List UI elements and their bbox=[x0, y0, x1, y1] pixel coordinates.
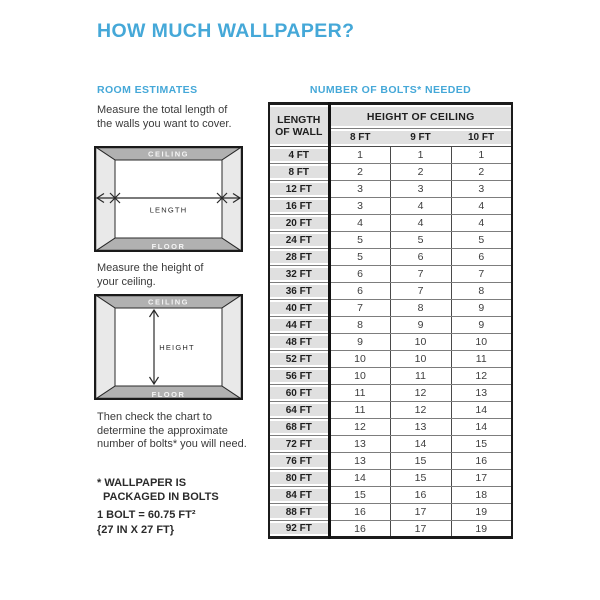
bolt-count-cell: 11 bbox=[390, 368, 451, 385]
bolt-count-cell: 9 bbox=[329, 334, 390, 351]
table-row bbox=[269, 164, 512, 181]
ceiling-label: CEILING bbox=[148, 297, 189, 307]
table-row bbox=[269, 283, 512, 300]
wall-length-cell: 32 FT bbox=[269, 266, 329, 283]
instruction-measure-length bbox=[97, 104, 232, 131]
wall-length-cell: 60 FT bbox=[269, 385, 329, 402]
bolt-count-cell: 11 bbox=[329, 402, 390, 419]
wall-length-cell: 8 FT bbox=[269, 164, 329, 181]
left-wall-surface bbox=[94, 294, 115, 400]
wall-length-cell: 76 FT bbox=[269, 453, 329, 470]
bolt-count-cell: 10 bbox=[329, 351, 390, 368]
table-row bbox=[269, 198, 512, 215]
bolts-needed-heading: NUMBER OF BOLTS* NEEDED bbox=[309, 84, 472, 96]
table-row bbox=[269, 504, 512, 521]
bolt-count-cell: 6 bbox=[390, 249, 451, 266]
table-row bbox=[269, 487, 512, 504]
table-row bbox=[269, 334, 512, 351]
bolt-count-cell: 15 bbox=[451, 436, 512, 453]
bolt-count-cell: 16 bbox=[451, 453, 512, 470]
bolt-count-cell: 13 bbox=[451, 385, 512, 402]
table-row bbox=[269, 453, 512, 470]
bolt-count-cell: 3 bbox=[329, 198, 390, 215]
wall-length-cell: 68 FT bbox=[269, 419, 329, 436]
ceiling-9ft-header: 9 FT bbox=[390, 129, 451, 147]
table-row bbox=[269, 181, 512, 198]
bolt-count-cell: 17 bbox=[451, 470, 512, 487]
right-wall-surface bbox=[222, 146, 243, 252]
bolt-count-cell: 13 bbox=[329, 436, 390, 453]
bolt-count-cell: 15 bbox=[390, 453, 451, 470]
wall-length-cell: 84 FT bbox=[269, 487, 329, 504]
bolt-count-cell: 3 bbox=[329, 181, 390, 198]
footnote-line: PACKAGED IN BOLTS bbox=[103, 491, 219, 503]
bolt-count-cell: 9 bbox=[451, 317, 512, 334]
bolt-count-cell: 4 bbox=[390, 198, 451, 215]
bolt-count-cell: 6 bbox=[451, 249, 512, 266]
table-row bbox=[269, 215, 512, 232]
wall-length-cell: 72 FT bbox=[269, 436, 329, 453]
left-wall-surface bbox=[94, 146, 115, 252]
bolts-footnote bbox=[97, 476, 219, 504]
bolt-count-cell: 12 bbox=[451, 368, 512, 385]
wall-length-cell: 44 FT bbox=[269, 317, 329, 334]
table-row bbox=[269, 266, 512, 283]
table-row bbox=[269, 317, 512, 334]
bolt-count-cell: 11 bbox=[329, 385, 390, 402]
bolt-size-definition bbox=[97, 508, 196, 538]
wall-length-cell: 52 FT bbox=[269, 351, 329, 368]
table-row bbox=[269, 368, 512, 385]
wall-length-cell: 92 FT bbox=[269, 521, 329, 538]
bolt-count-cell: 1 bbox=[390, 147, 451, 164]
instruction-line: determine the approximate bbox=[97, 424, 228, 437]
bolt-count-cell: 16 bbox=[329, 521, 390, 538]
bolt-count-cell: 19 bbox=[451, 521, 512, 538]
header-line: OF WALL bbox=[275, 125, 323, 138]
bolt-count-cell: 7 bbox=[390, 266, 451, 283]
table-row bbox=[269, 249, 512, 266]
table-row bbox=[269, 351, 512, 368]
bolt-count-cell: 2 bbox=[390, 164, 451, 181]
bolt-count-cell: 15 bbox=[390, 470, 451, 487]
wall-length-cell: 20 FT bbox=[269, 215, 329, 232]
table-row bbox=[269, 402, 512, 419]
bolt-count-cell: 2 bbox=[329, 164, 390, 181]
instruction-line: Measure the height of bbox=[97, 262, 204, 274]
bolt-count-cell: 11 bbox=[451, 351, 512, 368]
table-row bbox=[269, 470, 512, 487]
length-measure-label: LENGTH bbox=[149, 205, 188, 215]
table-row bbox=[269, 436, 512, 453]
bolt-count-cell: 7 bbox=[329, 300, 390, 317]
table-row bbox=[269, 300, 512, 317]
bolt-count-cell: 15 bbox=[329, 487, 390, 504]
bolt-count-cell: 13 bbox=[390, 419, 451, 436]
wall-length-cell: 28 FT bbox=[269, 249, 329, 266]
bolt-count-cell: 3 bbox=[390, 181, 451, 198]
table-row bbox=[269, 385, 512, 402]
bolt-count-cell: 10 bbox=[451, 334, 512, 351]
bolt-count-cell: 4 bbox=[451, 198, 512, 215]
bolt-count-cell: 9 bbox=[451, 300, 512, 317]
table-row bbox=[269, 419, 512, 436]
bolt-count-cell: 2 bbox=[451, 164, 512, 181]
bolt-count-cell: 13 bbox=[329, 453, 390, 470]
instruction-check-chart bbox=[97, 411, 247, 452]
wall-length-cell: 48 FT bbox=[269, 334, 329, 351]
ceiling-8ft-header: 8 FT bbox=[329, 129, 390, 147]
bolt-count-cell: 8 bbox=[390, 300, 451, 317]
bolt-count-cell: 19 bbox=[451, 504, 512, 521]
footnote-line: * WALLPAPER IS bbox=[97, 477, 187, 489]
bolt-definition-line: {27 IN X 27 FT} bbox=[97, 524, 175, 536]
bolt-count-cell: 5 bbox=[451, 232, 512, 249]
bolt-count-cell: 6 bbox=[329, 283, 390, 300]
bolt-count-cell: 4 bbox=[451, 215, 512, 232]
bolt-count-cell: 1 bbox=[329, 147, 390, 164]
bolts-needed-table bbox=[268, 102, 513, 539]
wall-length-cell: 80 FT bbox=[269, 470, 329, 487]
bolt-count-cell: 12 bbox=[329, 419, 390, 436]
bolt-count-cell: 18 bbox=[451, 487, 512, 504]
wall-length-cell: 88 FT bbox=[269, 504, 329, 521]
wall-length-cell: 12 FT bbox=[269, 181, 329, 198]
bolt-count-cell: 17 bbox=[390, 521, 451, 538]
instruction-line: number of bolts* you will need. bbox=[97, 438, 247, 450]
bolt-count-cell: 7 bbox=[451, 266, 512, 283]
bolts-table-body bbox=[269, 147, 512, 538]
table-row bbox=[269, 521, 512, 538]
room-length-diagram bbox=[94, 146, 243, 252]
page-title: HOW MUCH WALLPAPER? bbox=[97, 20, 355, 42]
header-line: LENGTH bbox=[277, 113, 321, 126]
bolt-count-cell: 4 bbox=[329, 215, 390, 232]
wall-length-cell: 56 FT bbox=[269, 368, 329, 385]
ceiling-10ft-header: 10 FT bbox=[451, 129, 512, 147]
bolt-count-cell: 3 bbox=[451, 181, 512, 198]
wall-length-cell: 4 FT bbox=[269, 147, 329, 164]
bolt-count-cell: 4 bbox=[390, 215, 451, 232]
bolt-count-cell: 14 bbox=[390, 436, 451, 453]
instruction-line: Then check the chart to bbox=[97, 411, 212, 423]
height-measure-label: HEIGHT bbox=[159, 343, 195, 352]
bolt-count-cell: 8 bbox=[329, 317, 390, 334]
instruction-measure-height bbox=[97, 262, 203, 289]
wall-length-cell: 64 FT bbox=[269, 402, 329, 419]
bolt-count-cell: 17 bbox=[390, 504, 451, 521]
bolt-count-cell: 6 bbox=[329, 266, 390, 283]
table-row bbox=[269, 232, 512, 249]
bolt-count-cell: 16 bbox=[390, 487, 451, 504]
instruction-line: the walls you want to cover. bbox=[97, 117, 232, 130]
floor-label: FLOOR bbox=[151, 390, 186, 399]
instruction-line: your ceiling. bbox=[97, 275, 156, 288]
bolt-count-cell: 14 bbox=[451, 419, 512, 436]
table-row bbox=[269, 147, 512, 164]
table-header-row bbox=[269, 104, 512, 129]
bolt-count-cell: 8 bbox=[451, 283, 512, 300]
wall-length-cell: 24 FT bbox=[269, 232, 329, 249]
bolt-count-cell: 14 bbox=[329, 470, 390, 487]
wall-length-cell: 36 FT bbox=[269, 283, 329, 300]
bolt-count-cell: 12 bbox=[390, 402, 451, 419]
bolt-count-cell: 7 bbox=[390, 283, 451, 300]
wall-length-cell: 40 FT bbox=[269, 300, 329, 317]
bolt-count-cell: 12 bbox=[390, 385, 451, 402]
bolt-count-cell: 16 bbox=[329, 504, 390, 521]
floor-label: FLOOR bbox=[151, 242, 186, 251]
ceiling-label: CEILING bbox=[148, 149, 189, 159]
bolt-count-cell: 10 bbox=[390, 351, 451, 368]
bolt-count-cell: 5 bbox=[390, 232, 451, 249]
bolt-count-cell: 10 bbox=[390, 334, 451, 351]
wall-length-cell: 16 FT bbox=[269, 198, 329, 215]
height-of-ceiling-header: HEIGHT OF CEILING bbox=[329, 104, 512, 129]
bolt-count-cell: 10 bbox=[329, 368, 390, 385]
bolt-count-cell: 5 bbox=[329, 232, 390, 249]
bolt-count-cell: 1 bbox=[451, 147, 512, 164]
bolt-count-cell: 9 bbox=[390, 317, 451, 334]
room-estimates-heading: ROOM ESTIMATES bbox=[97, 84, 198, 96]
bolt-count-cell: 5 bbox=[329, 249, 390, 266]
bolt-count-cell: 14 bbox=[451, 402, 512, 419]
right-wall-surface bbox=[222, 294, 243, 400]
bolt-definition-line: 1 BOLT = 60.75 FT² bbox=[97, 509, 196, 521]
instruction-line: Measure the total length of bbox=[97, 104, 228, 116]
length-of-wall-header bbox=[269, 104, 329, 147]
room-height-diagram bbox=[94, 294, 243, 400]
back-wall-surface bbox=[115, 160, 222, 238]
